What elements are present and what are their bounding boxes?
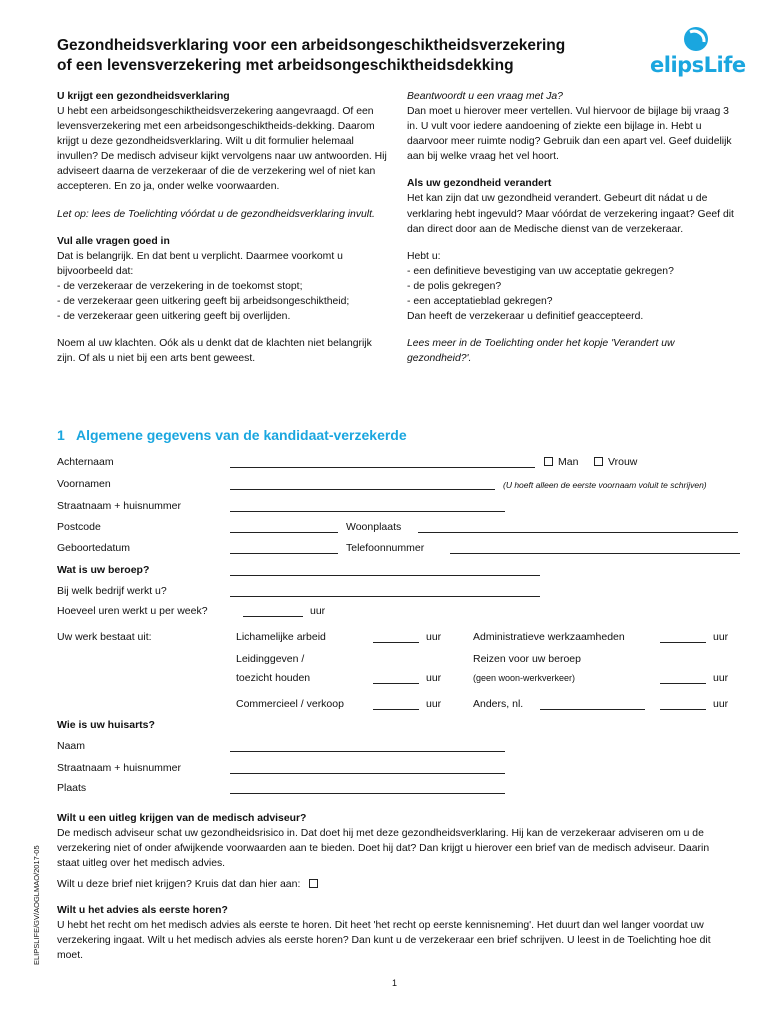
werk-label: Uw werk bestaat uit:	[57, 631, 152, 643]
administratief-label: Administratieve werkzaamheden	[473, 631, 625, 643]
right-paragraph-3: Hebt u:	[407, 250, 441, 262]
right-bullet-3: - een acceptatieblad gekregen?	[407, 295, 553, 307]
huisarts-straat-label: Straatnaam + huisnummer	[57, 762, 182, 774]
straat-field[interactable]	[230, 511, 505, 512]
page-number: 1	[392, 978, 398, 988]
right-bullet-2: - de polis gekregen?	[407, 280, 502, 292]
reizen-unit: uur	[713, 672, 729, 684]
uren-field[interactable]	[243, 616, 303, 617]
beroep-field[interactable]	[230, 575, 540, 576]
right-paragraph-1: Dan moet u hierover meer vertellen. Vul hiervoor de bijlage bij vraag 3 in. U vult voor iedere aandoening of ziekte een bijlage in. Hebt u daarvoor meer ruimte nodig? Gebruik dan een apart vel. Geef duidelijk aan bij welke vraag het vel hoort.	[407, 106, 732, 163]
lichamelijk-unit: uur	[426, 631, 442, 643]
logo-text: elipsLife	[650, 53, 746, 77]
title-line-2: of een levensverzekering met arbeidsongeschiktheidsdekking	[57, 57, 514, 75]
bedrijf-label: Bij welk bedrijf werkt u?	[57, 585, 167, 597]
left-paragraph-1: U hebt een arbeidsongeschiktheidsverzekering aangevraagd. Of een levensverzekering met een arbeidsongeschiktheids-dekking. Daarom krijgt u deze gezondheidsverklaring. Wilt u dit formulier helemaal invullen? De medisch adviseur kijkt vervolgens naar uw antwoorden. Hij adviseert daarna de verzekeraar of die de verzekering wel of niet kan accepteren. En zo ja, onder welke voorwaarden.	[57, 106, 387, 193]
man-label: Man	[558, 456, 579, 468]
gender-man-option[interactable]	[544, 455, 578, 470]
administratief-uren-field[interactable]	[660, 642, 706, 643]
voornamen-label: Voornamen	[57, 478, 111, 490]
anders-unit: uur	[713, 698, 729, 710]
commercieel-unit: uur	[426, 698, 442, 710]
achternaam-field[interactable]	[230, 467, 535, 468]
leiding-unit: uur	[426, 672, 442, 684]
voornamen-field[interactable]	[230, 489, 495, 490]
lichamelijk-label: Lichamelijke arbeid	[236, 631, 326, 643]
lichamelijk-uren-field[interactable]	[373, 642, 419, 643]
straat-label: Straatnaam + huisnummer	[57, 500, 182, 512]
left-paragraph-2: Dat is belangrijk. En dat bent u verplicht. Daarmee voorkomt u bijvoorbeeld dat:	[57, 250, 343, 277]
gender-vrouw-option[interactable]	[594, 455, 637, 470]
uren-label: Hoeveel uren werkt u per week?	[57, 605, 208, 617]
uitleg-optout-checkbox[interactable]	[309, 879, 318, 888]
huisarts-straat-field[interactable]	[230, 773, 505, 774]
document-title	[57, 36, 565, 76]
intro-right-column	[407, 89, 737, 378]
side-document-code: ELIPSLIFE/GV/AOGLMAO/2017-05	[32, 845, 41, 965]
huisarts-plaats-field[interactable]	[230, 793, 505, 794]
administratief-unit: uur	[713, 631, 729, 643]
left-paragraph-3: Noem al uw klachten. Oók als u denkt dat de klachten niet belangrijk zijn. Of als u niet bij een arts bent geweest.	[57, 338, 372, 365]
reizen-uren-field[interactable]	[660, 683, 706, 684]
woonplaats-label: Woonplaats	[346, 521, 402, 533]
elipslife-logo	[648, 26, 744, 78]
bedrijf-field[interactable]	[230, 596, 540, 597]
telefoon-label: Telefoonnummer	[346, 542, 425, 554]
leiding-uren-field[interactable]	[373, 683, 419, 684]
left-note: Let op: lees de Toelichting vóórdat u de gezondheidsverklaring invult.	[57, 208, 375, 220]
uitleg-optout-row	[57, 877, 323, 892]
geboortedatum-label: Geboortedatum	[57, 542, 130, 554]
voornamen-hint: (U hoeft alleen de eerste voornaam voluit te schrijven)	[503, 480, 707, 490]
right-paragraph-4: Dan heeft de verzekeraar u definitief geaccepteerd.	[407, 311, 644, 323]
uitleg-section	[57, 811, 727, 871]
uitleg-optout-label: Wilt u deze brief niet krijgen? Kruis dat dan hier aan:	[57, 878, 301, 890]
section-title: Algemene gegevens van de kandidaat-verzekerde	[75, 427, 407, 443]
right-heading-2: Als uw gezondheid verandert	[407, 178, 552, 190]
reizen-hint: (geen woon-werkverkeer)	[473, 673, 576, 683]
huisarts-plaats-label: Plaats	[57, 782, 87, 794]
right-bullet-1: - een definitieve bevestiging van uw acceptatie gekregen?	[407, 265, 674, 277]
section-1-heading	[57, 425, 407, 445]
leiding-label-1: Leidinggeven /	[236, 653, 305, 665]
beroep-label: Wat is uw beroep?	[57, 564, 150, 576]
woonplaats-field[interactable]	[418, 532, 738, 533]
uitleg-paragraph: De medisch adviseur schat uw gezondheidsrisico in. Dat doet hij met deze gezondheidsverklaring. Hij kan de verzekeraar adviseren om u de verzekering niet of onder afwijkende voorwaarden aan te bieden. Doet hij dat? Dan krijgt u hierover een brief van de medisch adviseur. Daarin staat uitleg over het medisch advies.	[57, 828, 710, 870]
man-checkbox[interactable]	[544, 457, 553, 466]
huisarts-naam-field[interactable]	[230, 751, 505, 752]
right-note: Lees meer in de Toelichting onder het kopje 'Verandert uw gezondheid?'.	[407, 338, 675, 365]
leiding-label-2: toezicht houden	[236, 672, 311, 684]
uren-unit: uur	[310, 605, 326, 617]
anders-label: Anders, nl.	[473, 698, 524, 710]
advies-paragraph: U hebt het recht om het medisch advies als eerste te horen. Dit heet 'het recht op eerste kennisneming'. Het duurt dan wel langer voordat uw verzekering ingaat. Wilt u het medisch advies als eerste horen? Dan kunt u de verzekeraar een brief schrijven. U leest in de Toelichting hoe dit moet.	[57, 920, 711, 962]
geboortedatum-field[interactable]	[230, 553, 338, 554]
intro-left-column	[57, 89, 387, 378]
postcode-field[interactable]	[230, 532, 338, 533]
commercieel-label: Commercieel / verkoop	[236, 698, 344, 710]
left-bullet-3: - de verzekeraar geen uitkering geeft bij overlijden.	[57, 311, 291, 323]
anders-field[interactable]	[540, 709, 645, 710]
huisarts-label: Wie is uw huisarts?	[57, 719, 155, 731]
uitleg-heading: Wilt u een uitleg krijgen van de medisch adviseur?	[57, 813, 307, 824]
commercieel-uren-field[interactable]	[373, 709, 419, 710]
left-heading-2: Vul alle vragen goed in	[57, 235, 170, 247]
right-paragraph-2: Het kan zijn dat uw gezondheid verandert. Gebeurt dit nádat u de verklaring hebt ingevuld? Maar vóórdat de verzekering ingaat? Geef dit dan direct door aan de Medische dienst van de verzekeraar.	[407, 193, 734, 235]
section-number: 1	[57, 427, 65, 443]
vrouw-label: Vrouw	[608, 456, 638, 468]
left-bullet-1: - de verzekeraar de verzekering in de toekomst stopt;	[57, 280, 303, 292]
postcode-label: Postcode	[57, 521, 101, 533]
huisarts-naam-label: Naam	[57, 740, 86, 752]
anders-uren-field[interactable]	[660, 709, 706, 710]
telefoon-field[interactable]	[450, 553, 740, 554]
advies-heading: Wilt u het advies als eerste horen?	[57, 905, 228, 916]
right-heading-1: Beantwoordt u een vraag met Ja?	[407, 91, 563, 102]
achternaam-label: Achternaam	[57, 456, 114, 468]
advies-section	[57, 903, 727, 963]
reizen-label: Reizen voor uw beroep	[473, 653, 581, 665]
title-line-1: Gezondheidsverklaring voor een arbeidsongeschiktheidsverzekering	[57, 37, 566, 54]
left-bullet-2: - de verzekeraar geen uitkering geeft bij arbeidsongeschiktheid;	[57, 295, 350, 307]
left-heading-1: U krijgt een gezondheidsverklaring	[57, 91, 230, 102]
vrouw-checkbox[interactable]	[594, 457, 603, 466]
